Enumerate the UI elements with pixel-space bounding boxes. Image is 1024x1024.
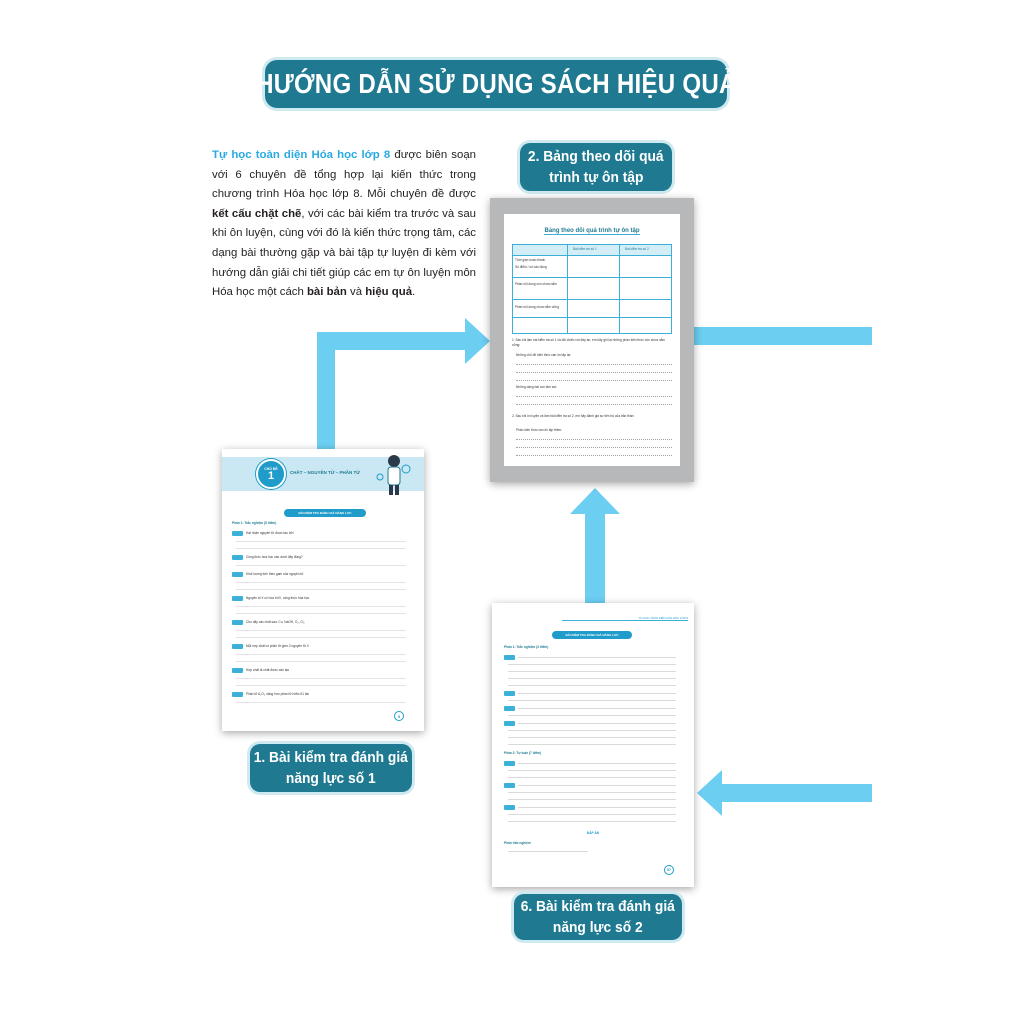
step6-label [514,894,682,940]
test1-q8: Phân tử A₂O₃ nặng hơn phân tử hiđro 51 lần [246,692,310,696]
tracker-heading-bar [504,224,680,238]
step6-line2: năng lực số 2 [553,919,643,936]
tracker-note-2-sub1: Phần kiến thức cần ôn tập thêm: [516,428,563,432]
test1-q1: Hạt nhân nguyên tử được tạo bởi [246,531,294,535]
intro-text-3: và [346,286,366,299]
tracker-note-1: 1. Sau khi làm bài kiểm tra số 1 và đối chiếu với đáp án, em hãy ghi lại những phần kiến thức còn chưa nắm vững: [512,338,666,347]
test2-answer-label: ĐÁP ÁN [586,831,600,835]
step6-line1: 6. Bài kiểm tra đánh giá [520,898,676,915]
intro-bold-2: bài bản [306,286,347,299]
scientist-illustration [372,451,416,497]
step2-line1: 2. Bảng theo dõi quá [528,148,664,165]
test1-section-ribbon [284,509,366,517]
tracker-table [512,244,672,334]
step1-line1: 1. Bài kiểm tra đánh giá [253,749,409,766]
tracker-col2: Bài kiểm tra số 2 [625,247,649,251]
tracker-note-1-sub2: Những dạng bài còn làm sai: [516,385,557,389]
test2-section-ribbon [552,631,632,639]
tracker-row-4: Phần nội dung chưa nắm vững [515,305,559,309]
arrow-right-into-step6 [697,770,872,816]
tracker-note-1-sub1: Những chủ đề kiến thức cần ôn tập lại: [516,353,571,357]
test1-chapter-tag: CHỦ ĐỀ [264,466,278,471]
test2-answer-sub: Phần trắc nghiệm [504,841,531,845]
tracker-row-3: Phần nội dung còn chưa nắm [515,282,557,286]
test1-chapter-badge [256,459,286,489]
test1-q6: Một hợp chất có phân tử gồm 2 nguyên tử X [246,644,309,648]
arrow-step6-to-step2 [570,488,620,604]
test2-header-bar [562,615,688,621]
test2-header: TỰ HỌC TOÀN DIỆN HÓA HỌC LỚP 8 [638,615,688,620]
page-title: HƯỚNG DẪN SỬ DỤNG SÁCH HIỆU QUẢ [255,68,737,99]
intro-text-1: được biên soạn với 6 chuyên đề tổng hợp lại kiến thức trong chương trình Hóa học lớp 8. Mỗi chuyên đề được [212,149,476,201]
test2-part1: Phần 1: Trắc nghiệm (3 điểm) [504,645,549,649]
tracker-row-2: Số điểm / số câu đúng [515,265,547,269]
test2-section: BÀI KIỂM TRA ĐÁNH GIÁ NĂNG LỰC [565,633,619,637]
test2-part2: Phần 2: Tự luận (7 điểm) [504,751,542,755]
test2-page-number: 57 [664,865,674,875]
tracker-note-2: 2. Sau khi ôn luyện và làm bài kiểm tra số 2, em hãy đánh giá sự tiến bộ của bản thân: [512,414,635,418]
test1-part: Phần 1: Trắc nghiệm (5 điểm) [232,521,277,525]
step2-line2: trình tự ôn tập [548,169,644,186]
test1-q4: Nguyên tố X có hóa trị III, công thức hóa học [246,596,310,600]
intro-text-2: , với các bài kiểm tra trước và sau khi ôn luyện, cùng với đó là kiến thức trọng tâm, các dạng bài thường gặp và bài tập tự luyện đi kèm với hướng dẫn giải chi tiết giúp các em tự ôn luyện môn Hóa học một cách [212,207,476,299]
intro-bold-1: kết cấu chặt chẽ [212,207,302,220]
book-title: Tự học toàn diện Hóa học lớp 8 [212,149,391,161]
page-title-banner [255,60,737,108]
tracker-heading: Bảng theo dõi quá trình tự ôn tập [544,227,640,234]
step1-line2: năng lực số 1 [286,770,376,787]
test1-page [222,449,424,731]
intro-paragraph [212,146,476,303]
test1-section: BÀI KIỂM TRA ĐÁNH GIÁ NĂNG LỰC [298,511,352,515]
step2-label [520,143,672,191]
intro-bold-3: hiệu quả [365,286,413,299]
intro-text-4: . [412,286,416,299]
test1-chapter-title: CHẤT – NGUYÊN TỬ – PHÂN TỬ [290,470,360,475]
tracker-page [490,198,694,482]
test1-q7: Hợp chất là chất được cấu tạo [246,668,290,672]
tracker-col1: Bài kiểm tra số 1 [573,247,597,251]
test1-page-number: 5 [394,711,404,721]
arrow-step1-to-step2 [317,318,490,452]
step1-label [250,744,412,792]
test1-q2: Công thức hóa học nào dưới đây đúng? [246,555,303,559]
arrow-right-into-step2 [694,327,872,345]
test1-q3: Khối lượng tính theo gam của nguyên tử [246,572,304,576]
test1-q5: Cho dãy các chất sau: Cu, NaOH, O₂, Cl₂ [246,620,305,624]
tracker-row-1: Thời gian hoàn thành [515,258,546,262]
test1-chapter-num: 1 [267,469,275,482]
test2-page [492,603,694,887]
